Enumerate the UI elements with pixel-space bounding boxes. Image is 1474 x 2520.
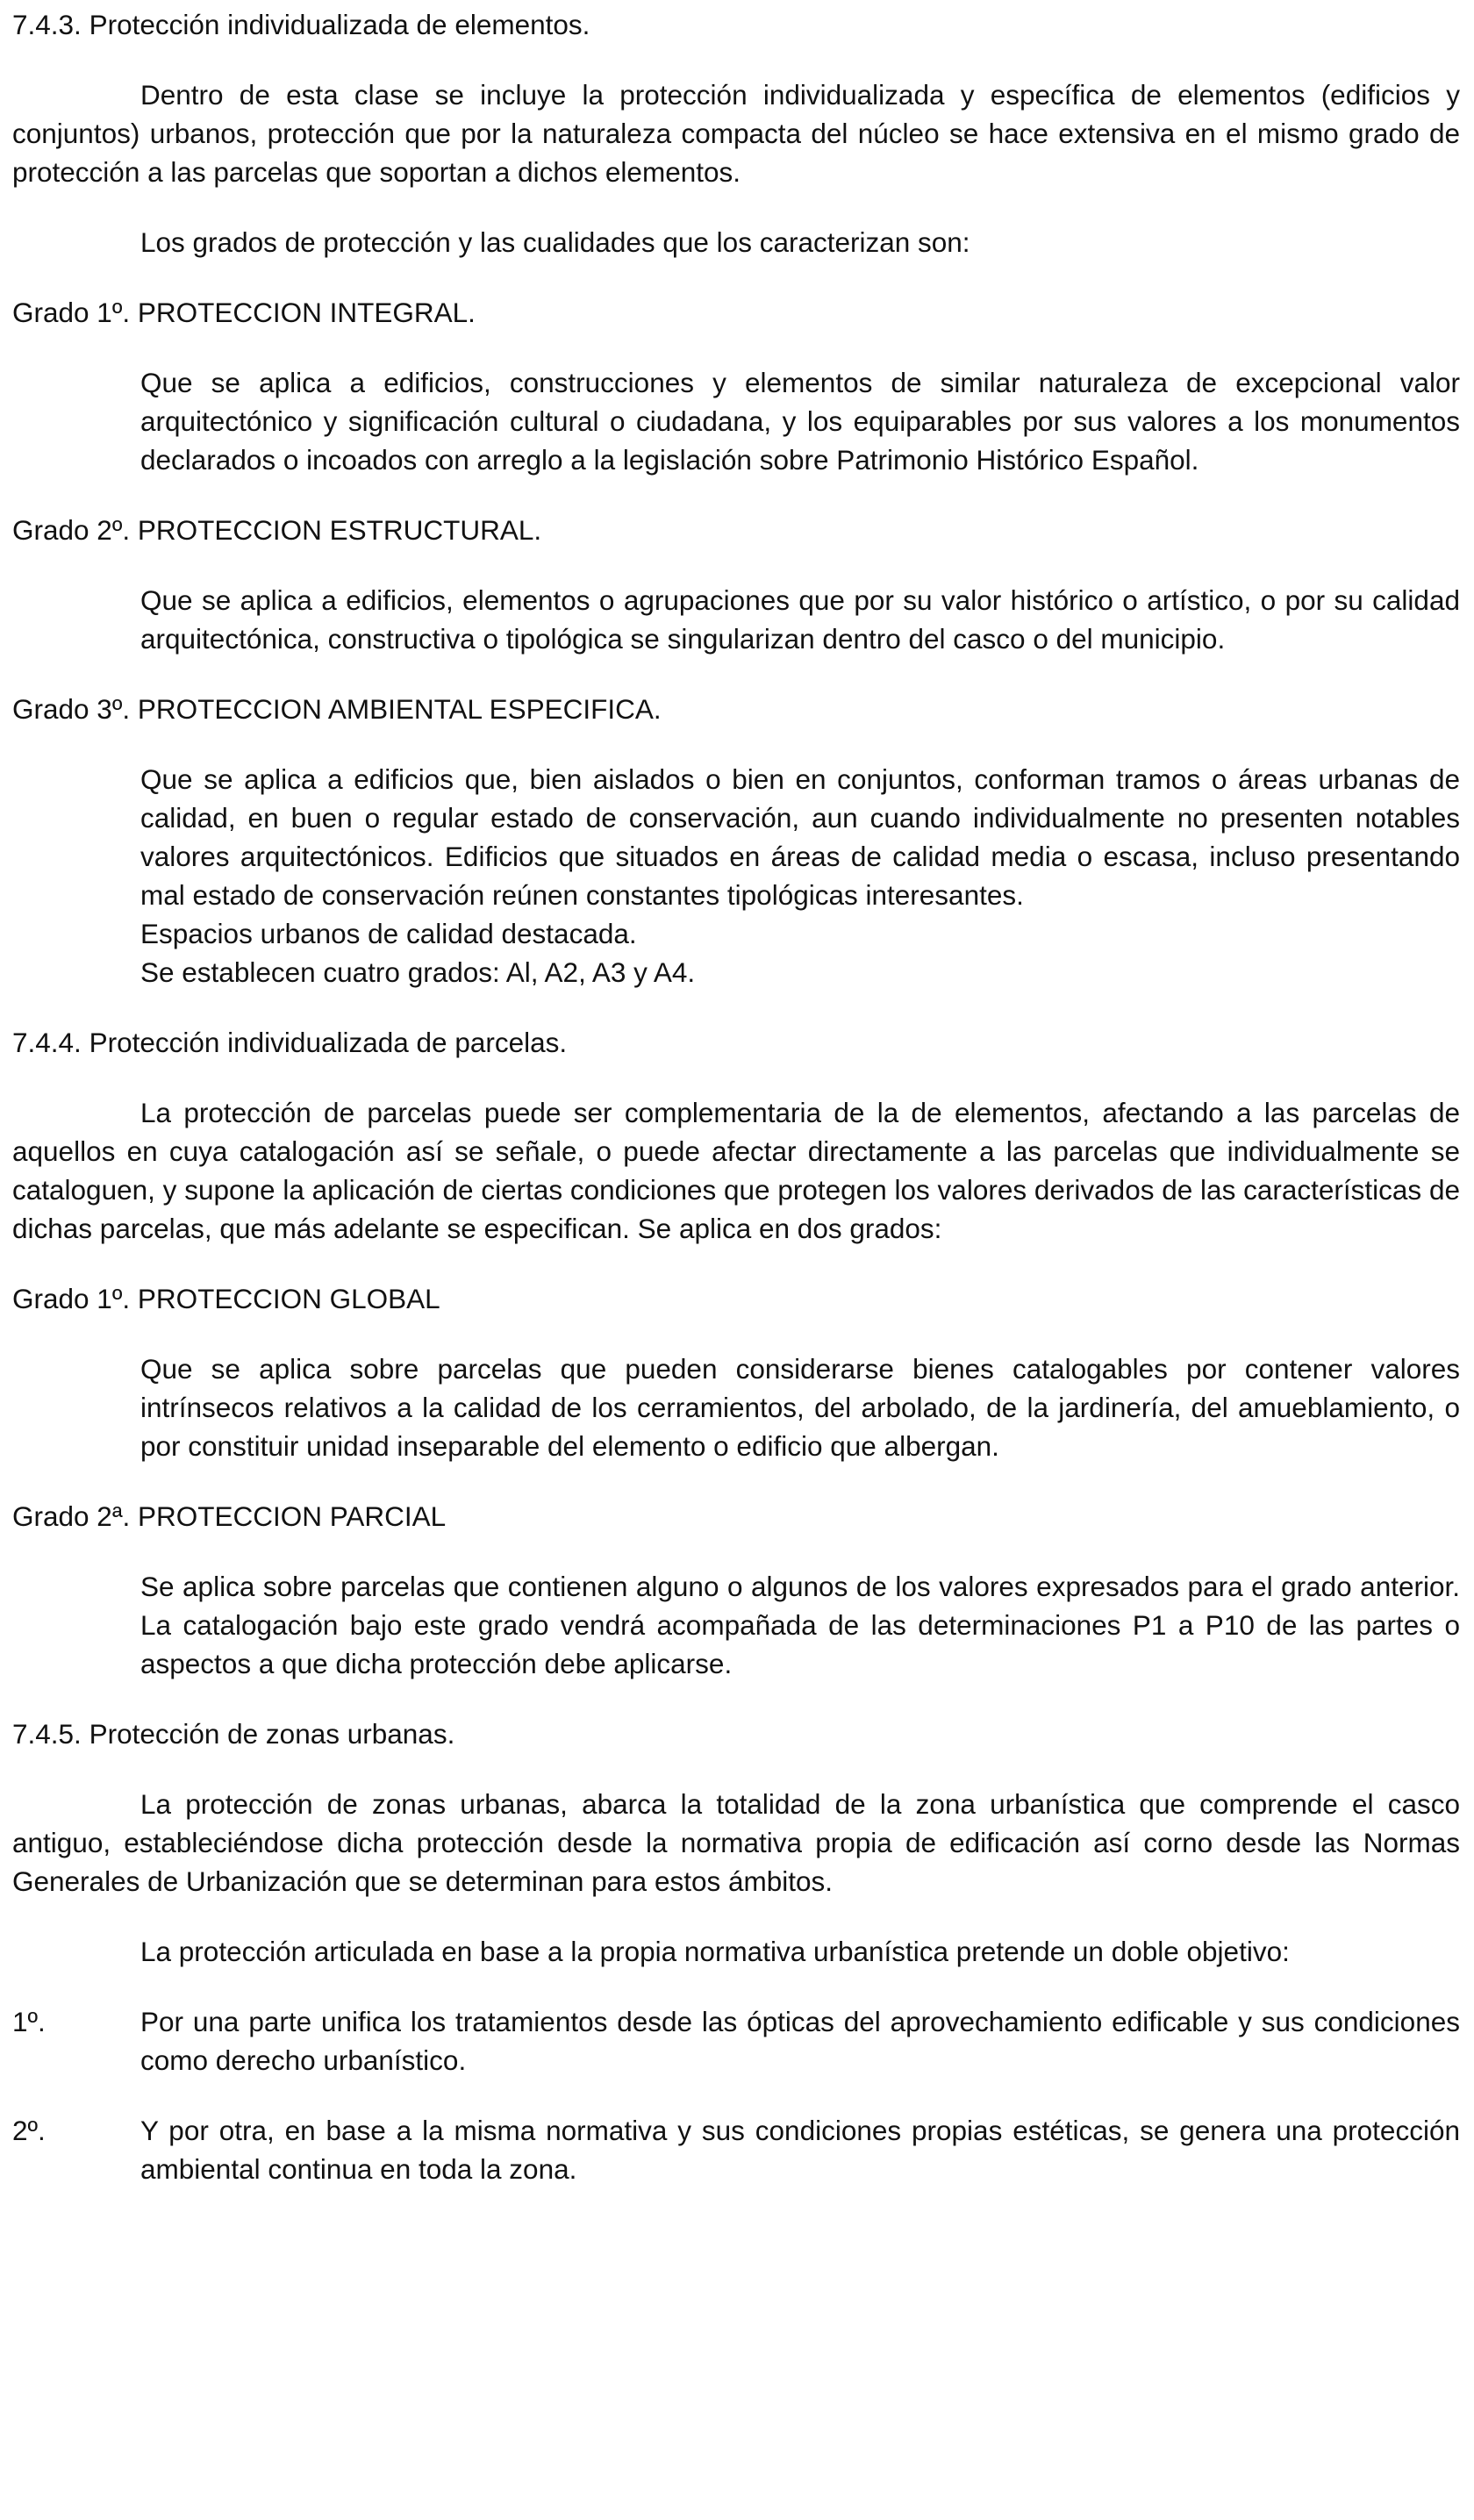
section-7-4-5-paragraph-2: La protección articulada en base a la propia normativa urbanística pretende un doble objetivo: — [140, 1936, 1290, 1967]
section-title-7-4-4: 7.4.4. Protección individualizada de parcelas. — [12, 1027, 568, 1058]
grade-3-ambiental-text: Que se aplica a edificios que, bien aislados o bien en conjuntos, conforman tramos o áreas urbanas de calidad, en buen o regular estado de conservación, aun cuando individualmente no presenten notables valores arquitectónicos. Edificios que situados en áreas de calidad media o escasa, incluso presentando mal estado de conservación reúnen constantes tipológicas interesantes. — [140, 763, 1460, 911]
section-7-4-3-intro: Dentro de esta clase se incluye la protección individualizada y específica de elementos (edificios y conjuntos) urbanos, protección que por la naturaleza compacta del núcleo se hace extensiva en el mismo grado de protección a las parcelas que soportan a dichos elementos. — [12, 79, 1460, 188]
section-7-4-4-intro: La protección de parcelas puede ser complementaria de la de elementos, afectando a las parcelas de aquellos en cuya catalogación así se señale, o puede afectar directamente a las parcelas que individualmente se cataloguen, y supone la aplicación de ciertas condiciones que protegen los valores derivados de las características de dichas parcelas, que más adelante se especifican. Se aplica en dos grados: — [12, 1097, 1460, 1244]
section-7-4-3-lead: Los grados de protección y las cualidades que los caracterizan son: — [140, 226, 970, 258]
section-7-4-5-paragraph-1: La protección de zonas urbanas, abarca la totalidad de la zona urbanística que comprende el casco antiguo, estableciéndose dicha protección desde la normativa propia de edificación así corno desde las Normas Generales de Urbanización que se determinan para estos ámbitos. — [12, 1788, 1460, 1897]
section-title-7-4-5: 7.4.5. Protección de zonas urbanas. — [12, 1718, 455, 1750]
list-item-number: 2º. — [12, 2115, 46, 2146]
grade-3-ambiental-line3: Se establecen cuatro grados: Al, A2, A3 y A4. — [140, 956, 696, 988]
parcel-grade-2-parcial-title: Grado 2ª. PROTECCION PARCIAL — [12, 1500, 447, 1532]
list-item-text: Por una parte unifica los tratamientos desde las ópticas del aprovechamiento edificable y sus condiciones como derecho urbanístico. — [140, 2006, 1460, 2076]
grade-3-ambiental-title: Grado 3º. PROTECCION AMBIENTAL ESPECIFICA. — [12, 693, 662, 725]
list-item — [12, 2111, 1460, 2188]
parcel-grade-1-global-title: Grado 1º. PROTECCION GLOBAL — [12, 1283, 440, 1314]
parcel-grade-2-parcial-text: Se aplica sobre parcelas que contienen alguno o algunos de los valores expresados para el grado anterior. La catalogación bajo este grado vendrá acompañada de las determinaciones P1 a P10 de las partes o aspectos a que dicha protección debe aplicarse. — [140, 1571, 1460, 1679]
grade-1-integral-title: Grado 1º. PROTECCION INTEGRAL. — [12, 297, 476, 328]
grade-2-estructural-title: Grado 2º. PROTECCION ESTRUCTURAL. — [12, 514, 542, 546]
grade-3-ambiental-line2: Espacios urbanos de calidad destacada. — [140, 918, 637, 949]
parcel-grade-1-global-text: Que se aplica sobre parcelas que pueden considerarse bienes catalogables por contener valores intrínsecos relativos a la calidad de los cerramientos, del arbolado, de la jardinería, del amueblamiento, o por constituir unidad inseparable del elemento o edificio que albergan. — [140, 1353, 1460, 1462]
grade-1-integral-text: Que se aplica a edificios, construcciones y elementos de similar naturaleza de excepcional valor arquitectónico y significación cultural o ciudadana, y los equiparables por sus valores a los monumentos declarados o incoados con arreglo a la legislación sobre Patrimonio Histórico Español. — [140, 367, 1460, 476]
list-item-number: 1º. — [12, 2006, 46, 2037]
section-title-7-4-3: 7.4.3. Protección individualizada de elementos. — [12, 9, 590, 40]
document-page — [12, 5, 1460, 2220]
grade-2-estructural-text: Que se aplica a edificios, elementos o agrupaciones que por su valor histórico o artístico, o por su calidad arquitectónica, constructiva o tipológica se singularizan dentro del casco o del municipio. — [140, 584, 1460, 655]
list-item-text: Y por otra, en base a la misma normativa y sus condiciones propias estéticas, se genera una protección ambiental continua en toda la zona. — [140, 2115, 1460, 2185]
list-item — [12, 2002, 1460, 2080]
